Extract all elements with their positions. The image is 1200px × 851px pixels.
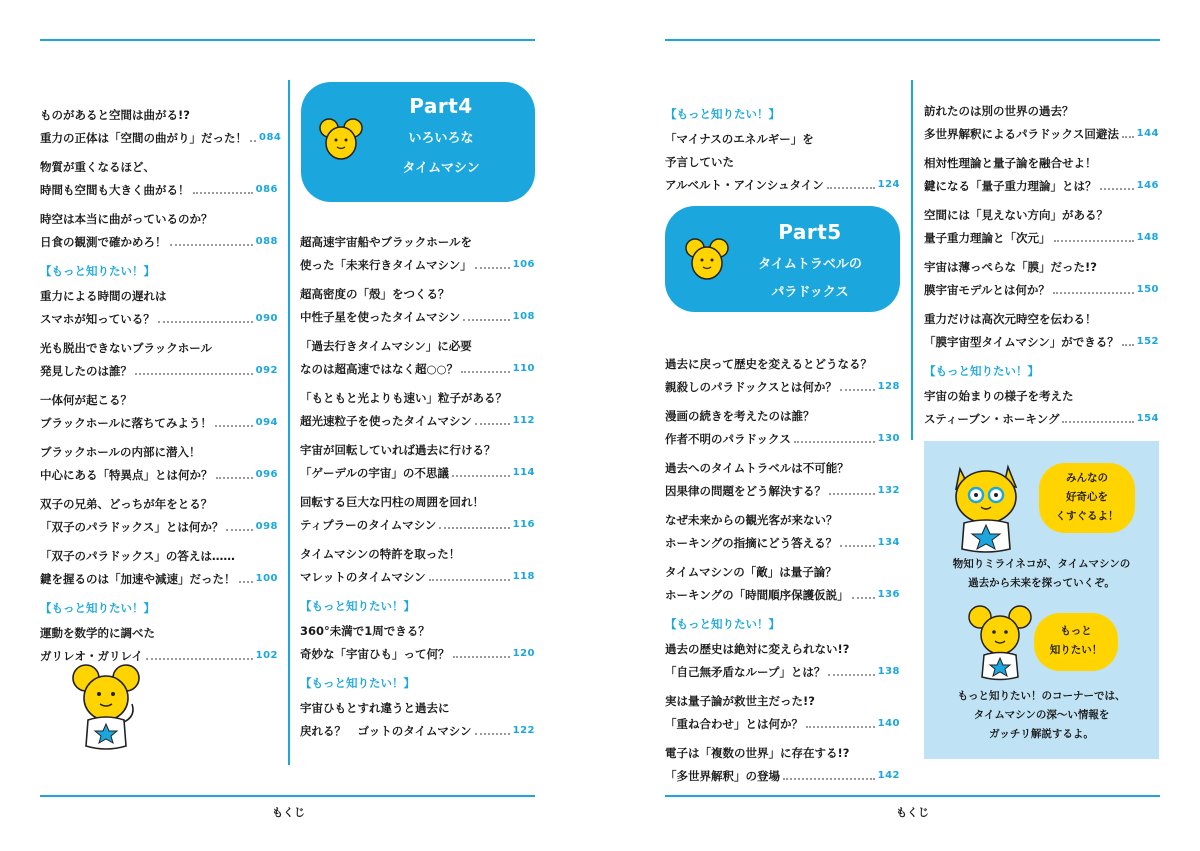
dot-leader [226,529,252,531]
toc-entry-text: 「過去行きタイムマシン」に必要 [300,339,472,353]
toc-entry[interactable] [300,700,535,739]
toc-entry-line [924,334,1159,350]
dot-leader [216,477,253,479]
toc-entry-line [665,460,900,476]
toc-entry-line [300,546,535,562]
toc-entry-line [665,716,900,732]
toc-entry[interactable] [300,623,535,662]
part4-title-line2: タイムマシン [402,161,480,176]
toc-entry-text: 時間も空間も大きく曲がる！ [40,183,190,197]
toc-entry-text: 過去に戻って歴史を変えるとどうなる？ [665,357,872,371]
toc-entry-line [665,664,900,680]
toc-entry[interactable] [665,745,900,784]
toc-entry-line [300,338,535,354]
toc-entry-line [40,392,278,408]
toc-entry-text: 360°未満で1周できる？ [300,624,430,638]
bubble2-line1: もっと [1060,625,1092,637]
page-number: 130 [877,433,900,444]
toc-entry[interactable] [665,512,900,551]
toc-entry-text: 相対性理論と量子論を融合せよ！ [924,156,1097,170]
info-text-1 [924,555,1159,593]
toc-entry-line [924,178,1159,194]
toc-entry-line [40,130,282,146]
toc-entry-text: 量子重力理論と「次元」 [924,231,1051,245]
page-number: 122 [512,725,535,736]
toc-entry-line [300,257,535,273]
toc-entry-text: 双子の兄弟、どっちが年をとる？ [40,497,213,511]
toc-entry[interactable] [40,548,278,587]
dot-leader [239,581,253,583]
dot-leader [1122,344,1134,346]
column-divider-left [288,80,290,765]
toc-entry-text: 「自己無矛盾なループ」とは？ [665,665,826,679]
dot-leader [1122,136,1134,138]
toc-entry[interactable] [665,564,900,603]
toc-entry-line [924,230,1159,246]
toc-entry-line [40,625,278,641]
page-number: 154 [1136,413,1159,424]
toc-entry[interactable] [300,442,535,481]
top-rule-left [40,39,535,41]
toc-entry-text: 宇宙が回転していれば過去に行ける？ [300,443,496,457]
dot-leader [461,371,510,373]
toc-entry-line [665,768,900,784]
toc-entry-text: ガリレオ・ガリレイ [40,649,143,663]
dot-leader [852,597,875,599]
toc-entry-line [924,388,1159,404]
toc-entry-text: 実は量子論が救世主だった!? [665,694,815,708]
page-number: 102 [255,650,278,661]
section-label-more: 【もっと知りたい！】 [40,601,155,615]
toc-entry-line [300,700,535,716]
toc-entry-text: スマホが知っている？ [40,312,155,326]
toc-entry-line [665,535,900,551]
toc-entry-text: タイムマシンの特許を取った！ [300,547,461,561]
toc-entry-line [924,411,1159,427]
part5-banner [665,206,900,312]
dot-leader [193,192,253,194]
page-number: 096 [255,469,278,480]
toc-entry-text: 漫画の続きを考えたのは誰？ [665,409,815,423]
speech-bubble-more [1034,613,1118,671]
toc-entry-line [665,356,900,372]
dot-leader [783,778,875,780]
section-label-more: 【もっと知りたい！】 [665,617,780,631]
toc-entry-text: 超高速宇宙船やブラックホールを [300,235,473,249]
toc-entry[interactable] [40,340,278,379]
toc-entry-text: ものがあると空間は曲がる!? [40,108,190,122]
toc-entry-line [40,107,278,123]
toc-entry-line [665,587,900,603]
toc-entry-line [40,415,278,431]
toc-entry[interactable] [40,392,278,431]
toc-entry-text: 「もともと光よりも速い」粒子がある？ [300,391,507,405]
toc-entry-text: 時空は本当に曲がっているのか？ [40,212,213,226]
page-number: 146 [1136,180,1159,191]
page-number: 140 [877,718,900,729]
info-panel [924,441,1159,759]
page-number: 084 [259,132,282,143]
part4-banner [301,82,535,202]
toc-entry-line [300,517,535,533]
toc-entry[interactable] [665,641,900,680]
cat-mascot-icon [946,455,1026,559]
page-number: 138 [877,666,900,677]
toc-entry-text: ホーキングの指摘にどう答える？ [665,536,838,550]
page-number: 132 [877,485,900,496]
toc-entry[interactable] [40,107,282,146]
toc-entry-text: 中心にある「特異点」とは何か？ [40,468,213,482]
toc-entry-text: 超高密度の「殻」をつくる？ [300,287,450,301]
toc-entry[interactable] [924,207,1159,246]
toc-entry-text: 光も脱出できないブラックホール [40,341,213,355]
toc-entry-line [665,408,900,424]
part4-title-line1: いろいろな [408,131,474,146]
page-number: 088 [255,236,278,247]
part5-title-line1: タイムトラベルの [758,257,862,272]
toc-entry[interactable] [300,494,535,533]
dot-leader [475,733,510,735]
page-number: 114 [512,467,535,478]
dot-leader [452,475,510,477]
toc-entry-text: 「膜宇宙型タイムマシン」ができる？ [924,335,1119,349]
toc-entry-text: 物質が重くなるほど、 [40,160,155,174]
page-number: 092 [255,365,278,376]
toc-entry[interactable] [924,155,1159,194]
toc-entry-text: 回転する巨大な円柱の周囲を回れ！ [300,495,484,509]
toc-entry[interactable] [40,496,278,535]
toc-column-left-1 [40,107,282,677]
bubble1-line2: 好奇心を [1066,491,1108,503]
toc-entry-text: アルベルト・アインシュタイン [665,178,824,192]
toc-entry-text: 予言していた [665,155,734,169]
toc-entry-text: 発見したのは誰？ [40,364,132,378]
dot-leader [1053,292,1134,294]
toc-entry[interactable] [665,460,900,499]
page-number: 112 [512,415,535,426]
toc-entry-line [924,103,1159,119]
toc-entry-line [40,211,278,227]
toc-entry-line [924,155,1159,171]
toc-entry-text: 運動を数学的に調べた [40,626,155,640]
toc-entry-text: 鍵になる「量子重力理論」とは？ [924,179,1097,193]
toc-entry-text: 「双子のパラドックス」とは何か？ [40,520,224,534]
toc-entry-text: マレットのタイムマシン [300,570,426,584]
toc-entry-line [40,467,278,483]
dot-leader [158,321,253,323]
toc-entry-text: 日食の観測で確かめろ！ [40,235,167,249]
dot-leader [146,658,253,660]
toc-entry-text: 奇妙な「宇宙ひも」って何？ [300,647,450,661]
dot-leader [215,425,253,427]
toc-entry-text: 作者不明のパラドックス [665,432,791,446]
page-number: 142 [877,770,900,781]
dot-leader [1062,421,1133,423]
toc-entry-text: 超光速粒子を使ったタイムマシン [300,414,472,428]
page-number: 152 [1136,336,1159,347]
toc-entry[interactable] [924,259,1159,298]
part4-number: Part4 [409,94,473,118]
toc-entry-line [300,723,535,739]
dot-leader [475,423,510,425]
toc-entry-text: 重力の正体は「空間の曲がり」だった！ [40,131,247,145]
dot-leader [453,656,510,658]
page-number: 136 [877,589,900,600]
dot-leader [475,267,510,269]
toc-entry[interactable] [924,311,1159,350]
toc-entry-text: 「マイナスのエネルギー」を [665,132,814,146]
toc-entry-line [665,641,900,657]
bottom-rule-left [40,795,535,797]
dot-leader [463,319,509,321]
toc-entry-text: スティーブン・ホーキング [924,412,1060,426]
toc-entry-line [300,286,535,302]
toc-entry-line [665,131,900,147]
dot-leader [794,441,875,443]
toc-entry-text: ティプラーのタイムマシン [300,518,437,532]
toc-entry-text: 「多世界解釈」の登場 [665,769,780,783]
bubble1-line3: くすぐるよ！ [1055,510,1119,522]
page-number: 128 [877,381,900,392]
toc-entry-text: ブラックホールに落ちてみよう！ [40,416,212,430]
toc-entry[interactable] [300,546,535,585]
toc-entry-line [665,693,900,709]
toc-entry-line [924,126,1159,142]
toc-entry-text: 一体何が起こる？ [40,393,132,407]
toc-entry-text: ホーキングの「時間順序保護仮説」 [665,588,849,602]
toc-entry-line [665,483,900,499]
toc-entry-line [924,259,1159,275]
toc-entry-text: 過去へのタイムトラベルは不可能？ [665,461,849,475]
toc-entry-line [665,154,900,170]
page-number: 120 [512,648,535,659]
info-text-2 [924,687,1159,744]
toc-entry-text: 因果律の問題をどう解決する？ [665,484,826,498]
dot-leader [429,579,510,581]
toc-entry-line [665,745,900,761]
toc-entry-line [40,182,278,198]
toc-entry-line [40,234,278,250]
toc-entry-line [300,623,535,639]
toc-entry[interactable] [300,338,535,377]
toc-column-right-1-top [665,102,900,206]
toc-entry-text: 空間には「見えない方向」がある？ [924,208,1108,222]
toc-entry-text: 宇宙の始まりの様子を考えた [924,389,1074,403]
toc-entry-line [40,288,278,304]
page-number: 090 [255,313,278,324]
info-text-2-line1: もっと知りたい！のコーナーでは、 [957,690,1126,702]
page-number: 108 [512,311,535,322]
speech-bubble-curiosity [1039,463,1135,533]
toc-entry[interactable] [665,693,900,732]
toc-entry-line [300,234,535,250]
toc-entry-line [300,494,535,510]
mouse-mascot-standing-icon [72,660,140,760]
part5-number: Part5 [778,220,842,244]
toc-entry-line [924,311,1159,327]
toc-entry-line [665,177,900,193]
toc-entry-text: 重力だけは高次元時空を伝わる！ [924,312,1097,326]
section-label-more: 【もっと知りたい！】 [40,264,155,278]
toc-entry-line [665,431,900,447]
info-text-1-line2: 過去から未来を探っていくぞ。 [968,577,1115,589]
toc-entry-line [665,379,900,395]
page-number: 094 [255,417,278,428]
toc-entry[interactable] [40,211,278,250]
toc-entry-line [924,282,1159,298]
toc-entry-line [665,564,900,580]
toc-column-right-2 [924,103,1159,440]
toc-entry[interactable] [300,234,535,273]
page-number: 116 [512,519,535,530]
dot-leader [135,373,253,375]
mouse-mascot-icon [968,603,1032,687]
dot-leader [840,545,874,547]
toc-entry-text: 親殺しのパラドックスとは何か？ [665,380,837,394]
toc-entry-line [300,309,535,325]
dot-leader [170,244,253,246]
toc-entry-line [40,363,278,379]
toc-entry-text: 「双子のパラドックス」の答えは…… [40,549,235,563]
toc-entry-text: 「ゲーデルの宇宙」の不思議 [300,466,449,480]
page-number: 118 [512,571,535,582]
dot-leader [840,389,875,391]
toc-entry-line [300,569,535,585]
toc-entry-line [40,444,278,460]
toc-entry-line [40,548,278,564]
page-number: 100 [255,573,278,584]
toc-entry-line [300,390,535,406]
dot-leader [1054,240,1134,242]
toc-entry-text: タイムマシンの「敵」は量子論？ [665,565,837,579]
toc-entry-text: なぜ未来からの観光客が来ない？ [665,513,838,527]
page-number: 106 [512,259,535,270]
toc-entry-line [665,512,900,528]
toc-entry-line [300,361,535,377]
toc-entry-text: 膜宇宙モデルとは何か？ [924,283,1050,297]
part5-title-line2: パラドックス [771,285,849,300]
page-number: 098 [255,521,278,532]
column-divider-right [911,80,913,440]
toc-entry-line [300,413,535,429]
info-text-1-line1: 物知りミライネコが、タイムマシンの [952,558,1131,570]
dot-leader [829,493,875,495]
toc-entry-text: 「重ね合わせ」とは何か？ [665,717,803,731]
dot-leader [827,187,875,189]
footer-right: もくじ [896,806,929,819]
toc-entry[interactable] [40,288,278,327]
bubble1-line1: みんなの [1066,472,1108,484]
info-text-2-line2: タイムマシンの深〜い情報を [973,709,1110,721]
toc-entry-line [40,340,278,356]
toc-entry[interactable] [300,286,535,325]
toc-entry-text: 宇宙は薄っぺらな「膜」だった!? [924,260,1097,274]
dot-leader [250,140,256,142]
toc-column-left-2 [300,234,535,752]
toc-column-right-1 [665,356,900,797]
toc-entry-line [40,159,278,175]
toc-entry[interactable] [665,356,900,395]
toc-entry-text: 訪れたのは別の世界の過去？ [924,104,1074,118]
toc-entry[interactable] [300,390,535,429]
toc-entry[interactable] [665,131,900,193]
toc-entry[interactable] [924,388,1159,427]
toc-entry-line [40,571,278,587]
toc-entry-text: 鍵を握るのは「加速や減速」だった！ [40,572,236,586]
section-label-more: 【もっと知りたい！】 [300,599,415,613]
mouse-mascot-icon [319,116,363,166]
toc-entry-text: 重力による時間の遅れは [40,289,167,303]
toc-entry-text: 使った「未来行きタイムマシン」 [300,258,472,272]
dot-leader [1100,188,1134,190]
toc-entry[interactable] [665,408,900,447]
toc-entry-line [300,646,535,662]
info-text-2-line3: ガッチリ解説するよ。 [989,728,1094,740]
toc-entry-line [40,311,278,327]
toc-entry-text: 宇宙ひもとすれ違うと過去に [300,701,450,715]
toc-entry-text: なのは超高速ではなく超○○？ [300,362,459,376]
toc-entry-line [40,519,278,535]
toc-entry-text: 多世界解釈によるパラドックス回避法 [924,127,1119,141]
toc-entry-text: 中性子星を使ったタイムマシン [300,310,461,324]
section-label-more: 【もっと知りたい！】 [924,364,1039,378]
toc-entry[interactable] [40,444,278,483]
toc-entry-line [300,442,535,458]
toc-entry[interactable] [40,159,278,198]
page-number: 124 [877,179,900,190]
section-label-more: 【もっと知りたい！】 [300,676,415,690]
toc-entry-text: 電子は「複数の世界」に存在する!? [665,746,850,760]
page-number: 144 [1136,128,1159,139]
toc-entry[interactable] [40,625,278,664]
dot-leader [439,527,509,529]
section-label-more: 【もっと知りたい！】 [665,107,780,121]
bubble2-line2: 知りたい！ [1049,644,1103,656]
page-number: 110 [512,363,535,374]
toc-entry[interactable] [924,103,1159,142]
page-number: 150 [1136,284,1159,295]
top-rule-right [665,39,1160,41]
page-number: 086 [255,184,278,195]
page-number: 134 [877,537,900,548]
page-number: 148 [1136,232,1159,243]
dot-leader [828,674,874,676]
toc-entry-line [300,465,535,481]
toc-entry-line [924,207,1159,223]
toc-entry-line [40,496,278,512]
toc-entry-text: ブラックホールの内部に潜入！ [40,445,201,459]
mouse-mascot-icon [685,236,729,286]
dot-leader [806,726,875,728]
toc-entry-text: 戻れる？ ゴットのタイムマシン [300,724,472,738]
toc-entry-text: 過去の歴史は絶対に変えられない!? [665,642,850,656]
footer-left: もくじ [272,806,305,819]
